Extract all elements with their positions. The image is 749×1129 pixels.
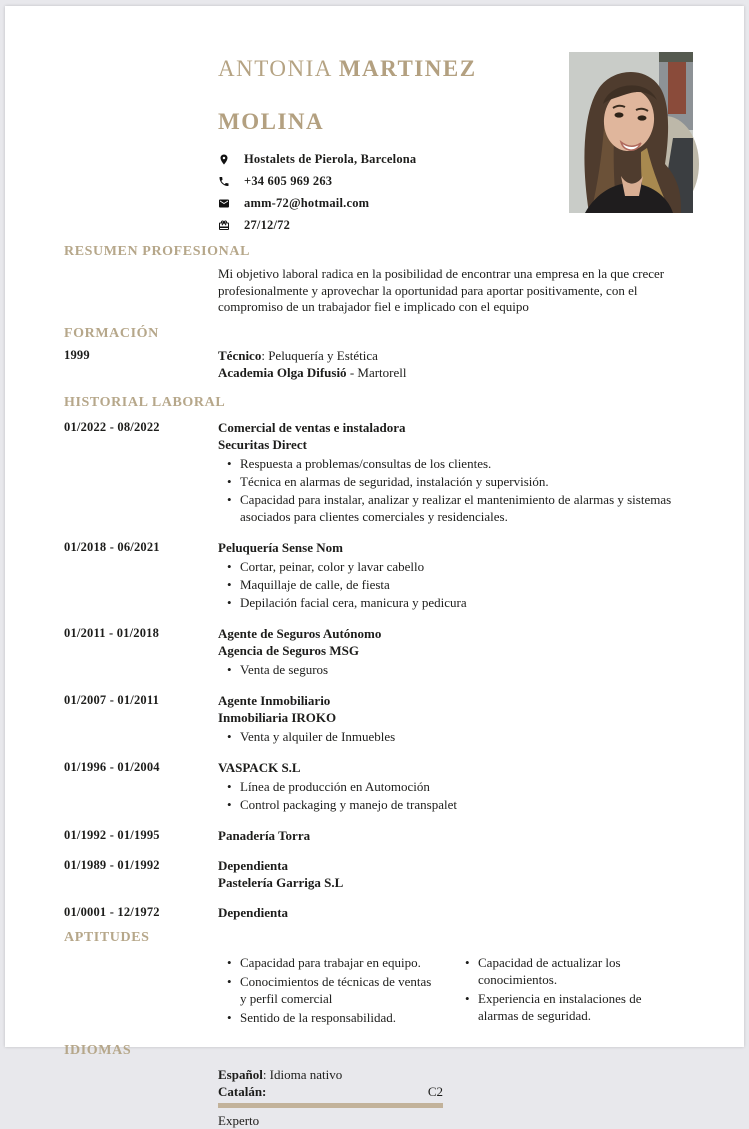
contact-birthdate	[218, 214, 548, 236]
summary-text: Mi objetivo laboral radica en la posibilidad de encontrar una empresa en la que crecer profesionalmente y aprovechar la oportunidad para aportar positivamente, con el compromiso de un trabajador fiel e implicado con el equipo	[218, 266, 665, 314]
gift-icon	[218, 219, 230, 232]
language-second-label: Catalán:	[218, 1083, 267, 1099]
education-degree	[218, 347, 692, 364]
job-bullet: • Técnica en alarmas de seguridad, instalación y supervisión.	[240, 473, 692, 490]
job-details	[218, 827, 692, 844]
job-entry	[64, 759, 692, 814]
job-company: Agencia de Seguros MSG	[218, 642, 359, 658]
contact-location-text: Hostalets de Pierola, Barcelona	[244, 151, 417, 166]
skill-item: • Capacidad para trabajar en equipo.	[240, 954, 436, 971]
job-details	[218, 419, 692, 526]
job-entry	[64, 692, 692, 746]
profile-photo	[569, 52, 693, 213]
job-company: Securitas Direct	[218, 436, 307, 452]
languages-block	[218, 1066, 443, 1129]
education-degree-label: Técnico	[218, 347, 262, 363]
education-school-name: Academia Olga Difusió	[218, 364, 347, 380]
job-company: Inmobiliaria IROKO	[218, 709, 337, 725]
job-bullet: • Respuesta a problemas/consultas de los clientes.	[240, 455, 692, 472]
job-details	[218, 857, 692, 891]
job-bullet-list	[218, 728, 692, 745]
skill-item: • Sentido de la responsabilidad.	[240, 1009, 436, 1026]
section-heading-languages: IDIOMAS	[64, 1042, 132, 1058]
job-entry	[64, 827, 692, 844]
envelope-icon	[218, 197, 230, 210]
job-bullet: • Depilación facial cera, manicura y pedicura	[240, 594, 692, 611]
job-details	[218, 904, 692, 921]
last-name-1: MARTINEZ	[338, 56, 477, 81]
resume-page	[5, 6, 744, 1128]
job-details	[218, 692, 692, 746]
contact-phone-text: +34 605 969 263	[244, 173, 333, 188]
education-details	[218, 347, 692, 381]
job-title: Dependienta	[218, 857, 289, 873]
education-degree-rest: : Peluquería y Estética	[261, 347, 378, 363]
job-bullet: • Venta de seguros	[240, 661, 692, 678]
education-date: 1999	[64, 347, 90, 362]
section-heading-skills: APTITUDES	[64, 929, 150, 945]
education-school-rest: - Martorell	[346, 364, 407, 380]
job-bullet: • Maquillaje de calle, de fiesta	[240, 576, 692, 593]
job-entry	[64, 857, 692, 891]
education-school	[218, 364, 692, 381]
contact-list	[218, 148, 548, 236]
job-bullet-list	[218, 778, 692, 813]
job-entry	[64, 904, 692, 921]
job-title: Agente Inmobiliario	[218, 692, 331, 708]
job-title: Dependienta	[218, 904, 289, 920]
section-heading-summary: RESUMEN PROFESIONAL	[64, 244, 251, 259]
languages-row	[64, 1066, 692, 1129]
language-native	[218, 1066, 443, 1083]
contact-email	[218, 192, 548, 214]
job-title: VASPACK S.L	[218, 759, 301, 775]
job-dates: 01/1996 - 01/2004	[64, 759, 160, 774]
job-bullet: • Cortar, peinar, color y lavar cabello	[240, 558, 692, 575]
section-heading-education: FORMACIÓN	[64, 325, 159, 341]
skill-item: • Experiencia en instalaciones de alarmas de seguridad.	[478, 990, 674, 1024]
job-bullet-list	[218, 661, 692, 678]
job-dates: 01/1989 - 01/1992	[64, 857, 160, 872]
job-bullet-list	[218, 558, 692, 611]
contact-phone	[218, 170, 548, 192]
job-company: Pastelería Garriga S.L	[218, 874, 344, 890]
job-title: Comercial de ventas e instaladora	[218, 419, 406, 435]
language-level-descriptor: Experto	[218, 1112, 260, 1128]
location-pin-icon	[218, 153, 230, 166]
job-details	[218, 759, 692, 814]
skills-column-1	[218, 954, 436, 1028]
skills-row	[64, 954, 692, 1028]
language-second	[218, 1083, 443, 1100]
job-dates: 01/2022 - 08/2022	[64, 419, 160, 434]
resume-body	[5, 244, 744, 1129]
skill-item: • Conocimientos de técnicas de ventas y perfil comercial	[240, 973, 436, 1007]
job-bullet: • Control packaging y manejo de transpalet	[240, 796, 692, 813]
job-title: Panadería Torra	[218, 827, 311, 843]
job-entry	[64, 419, 692, 526]
section-heading-work: HISTORIAL LABORAL	[64, 394, 226, 410]
first-name: ANTONIA	[218, 56, 332, 81]
skills-columns	[218, 954, 692, 1028]
job-dates: 01/1992 - 01/1995	[64, 827, 160, 842]
job-entry	[64, 625, 692, 679]
job-bullet: • Línea de producción en Automoción	[240, 778, 692, 795]
language-native-label: Español	[218, 1066, 263, 1082]
job-bullet-list	[218, 455, 692, 525]
job-bullet: • Capacidad para instalar, analizar y realizar el mantenimiento de alarmas y sistemas asociados para clientes comerciales y residenciales.	[240, 491, 692, 525]
name-line-2: MOLINA	[218, 109, 325, 134]
job-dates: 01/0001 - 12/1972	[64, 904, 160, 919]
education-entry	[64, 347, 692, 381]
profile-photo-illustration	[569, 52, 693, 213]
language-second-level: C2	[427, 1083, 443, 1099]
contact-email-text: amm-72@hotmail.com	[244, 195, 370, 210]
job-dates: 01/2018 - 06/2021	[64, 539, 160, 554]
job-details	[218, 539, 692, 612]
language-native-rest: : Idioma nativo	[262, 1066, 343, 1082]
contact-birthdate-text: 27/12/72	[244, 217, 291, 232]
phone-icon	[218, 175, 230, 188]
skills-column-2	[456, 954, 674, 1028]
language-level-bar	[218, 1103, 443, 1108]
job-dates: 01/2007 - 01/2011	[64, 692, 160, 707]
job-bullet: • Venta y alquiler de Inmuebles	[240, 728, 692, 745]
job-details	[218, 625, 692, 679]
job-dates: 01/2011 - 01/2018	[64, 625, 160, 640]
summary-row	[64, 266, 692, 316]
job-title: Peluquería Sense Nom	[218, 539, 343, 555]
skill-item: • Capacidad de actualizar los conocimientos.	[478, 954, 674, 988]
job-entry	[64, 539, 692, 612]
job-title: Agente de Seguros Autónomo	[218, 625, 382, 641]
contact-location	[218, 148, 548, 170]
